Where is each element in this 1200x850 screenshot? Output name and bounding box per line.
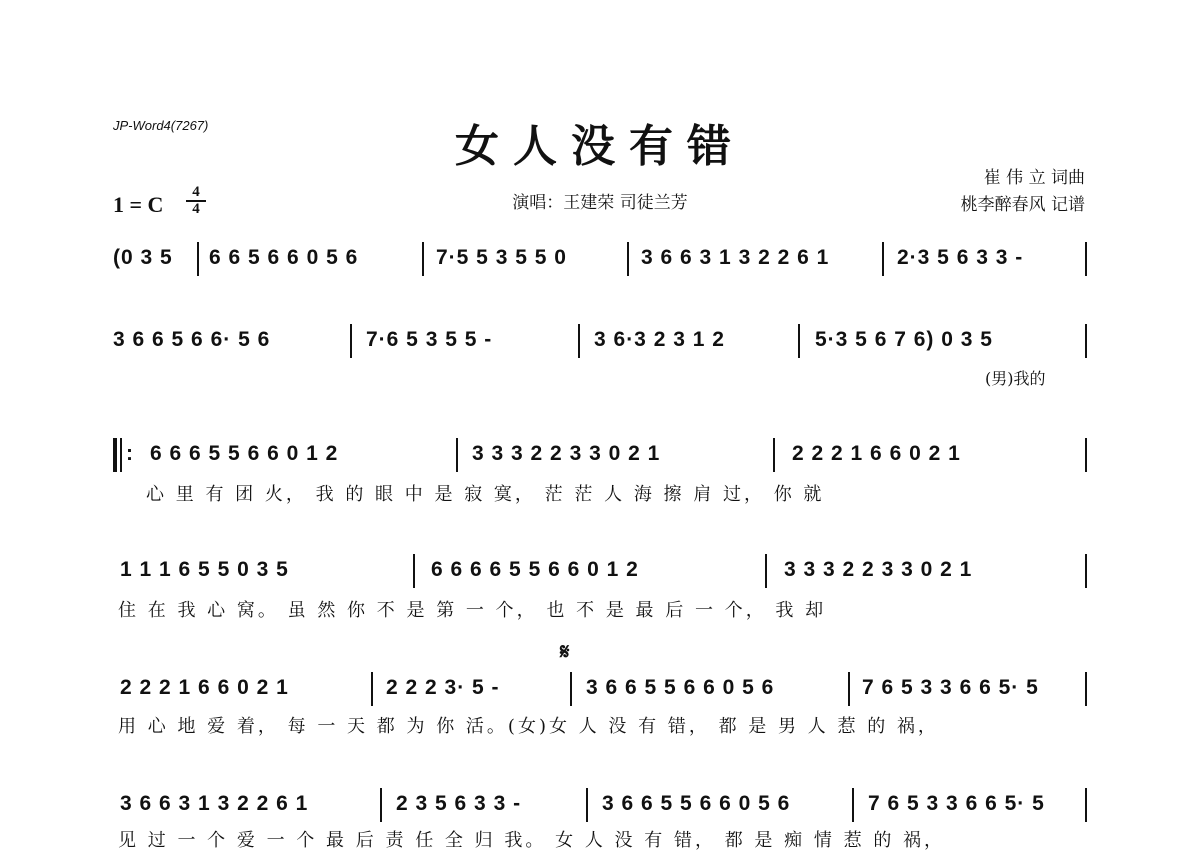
- measure: 7 6 5 3 3 6 6 5· 5: [862, 676, 1039, 699]
- composer-credit: 崔 伟 立 词曲: [983, 168, 1085, 188]
- barline: [578, 324, 580, 358]
- barline: [1085, 554, 1087, 588]
- barline: [371, 672, 373, 706]
- barline: [798, 324, 800, 358]
- measure: 2 2 2 1 6 6 0 2 1: [792, 442, 961, 465]
- barline: [350, 324, 352, 358]
- barline: [1085, 672, 1087, 706]
- measure: 2 2 2 1 6 6 0 2 1: [120, 676, 289, 699]
- lyric-line: 住 在 我 心 窝。 虽 然 你 不 是 第 一 个， 也 不 是 最 后 一 个， 我 却: [118, 600, 827, 621]
- barline: [627, 242, 629, 276]
- barline: [413, 554, 415, 588]
- barline: [120, 438, 122, 472]
- barline: [586, 788, 588, 822]
- measure: 1 1 1 6 5 5 0 3 5: [120, 558, 289, 581]
- barline: [773, 438, 775, 472]
- lyric-line: 心 里 有 团 火， 我 的 眼 中 是 寂 寞， 茫 茫 人 海 擦 肩 过， 你 就: [146, 484, 825, 505]
- measure: 2 3 5 6 3 3 -: [396, 792, 522, 815]
- measure: 3 3 3 2 2 3 3 0 2 1: [472, 442, 661, 465]
- measure: 3 3 3 2 2 3 3 0 2 1: [784, 558, 973, 581]
- key-signature: 1 = C: [113, 192, 164, 217]
- measure: 3 6 6 5 5 6 6 0 5 6: [586, 676, 775, 699]
- measure: 7·6 5 3 5 5 -: [366, 328, 493, 351]
- barline: [1085, 324, 1087, 358]
- meter-bottom: 4: [192, 201, 200, 217]
- song-title: 女人没有错: [455, 121, 745, 172]
- barline: [1085, 788, 1087, 822]
- barline: [848, 672, 850, 706]
- measure: 2·3 5 6 3 3 -: [897, 246, 1024, 269]
- measure: 3 6 6 5 5 6 6 0 5 6: [602, 792, 791, 815]
- barline: [1085, 438, 1087, 472]
- repeat-start-bar: [113, 438, 117, 472]
- barline: [456, 438, 458, 472]
- measure: 3 6 6 3 1 3 2 2 6 1: [641, 246, 830, 269]
- barline: [570, 672, 572, 706]
- barline: [765, 554, 767, 588]
- source-label: JP-Word4(7267): [113, 118, 209, 133]
- lyric-line: (男)我的: [985, 369, 1046, 388]
- measure: 6 6 5 6 6 0 5 6: [209, 246, 359, 269]
- lyric-line: 见 过 一 个 爱 一 个 最 后 责 任 全 归 我。 女 人 没 有 错， 都 是 痴 情 惹 的 祸，: [118, 830, 946, 850]
- measure: 5·3 5 6 7 6) 0 3 5: [815, 328, 993, 351]
- measure: 6 6 6 6 5 5 6 6 0 1 2: [431, 558, 639, 581]
- repeat-dots: :: [126, 442, 134, 465]
- measure: 3 6 6 3 1 3 2 2 6 1: [120, 792, 309, 815]
- lyric-line: 用 心 地 爱 着， 每 一 天 都 为 你 活。(女)女 人 没 有 错， 都 是 男 人 惹 的 祸，: [118, 716, 939, 737]
- singers-credit: 演唱：王建荣 司徒兰芳: [512, 193, 688, 213]
- barline: [852, 788, 854, 822]
- barline: [380, 788, 382, 822]
- barline: [197, 242, 199, 276]
- barline: [1085, 242, 1087, 276]
- measure: 6 6 6 5 5 6 6 0 1 2: [150, 442, 339, 465]
- barline: [422, 242, 424, 276]
- measure: (0 3 5: [113, 246, 173, 269]
- measure: 2 2 2 3· 5 -: [386, 676, 500, 699]
- barline: [882, 242, 884, 276]
- meter-top: 4: [186, 185, 206, 202]
- transcriber-credit: 桃李醉春风 记谱: [960, 195, 1085, 215]
- segno-sign: 𝄋: [560, 640, 570, 665]
- measure: 7·5 5 3 5 5 0: [436, 246, 567, 269]
- time-signature: [186, 185, 206, 217]
- measure: 7 6 5 3 3 6 6 5· 5: [868, 792, 1045, 815]
- measure: 3 6 6 5 6 6· 5 6: [113, 328, 271, 351]
- measure: 3 6·3 2 3 1 2: [594, 328, 725, 351]
